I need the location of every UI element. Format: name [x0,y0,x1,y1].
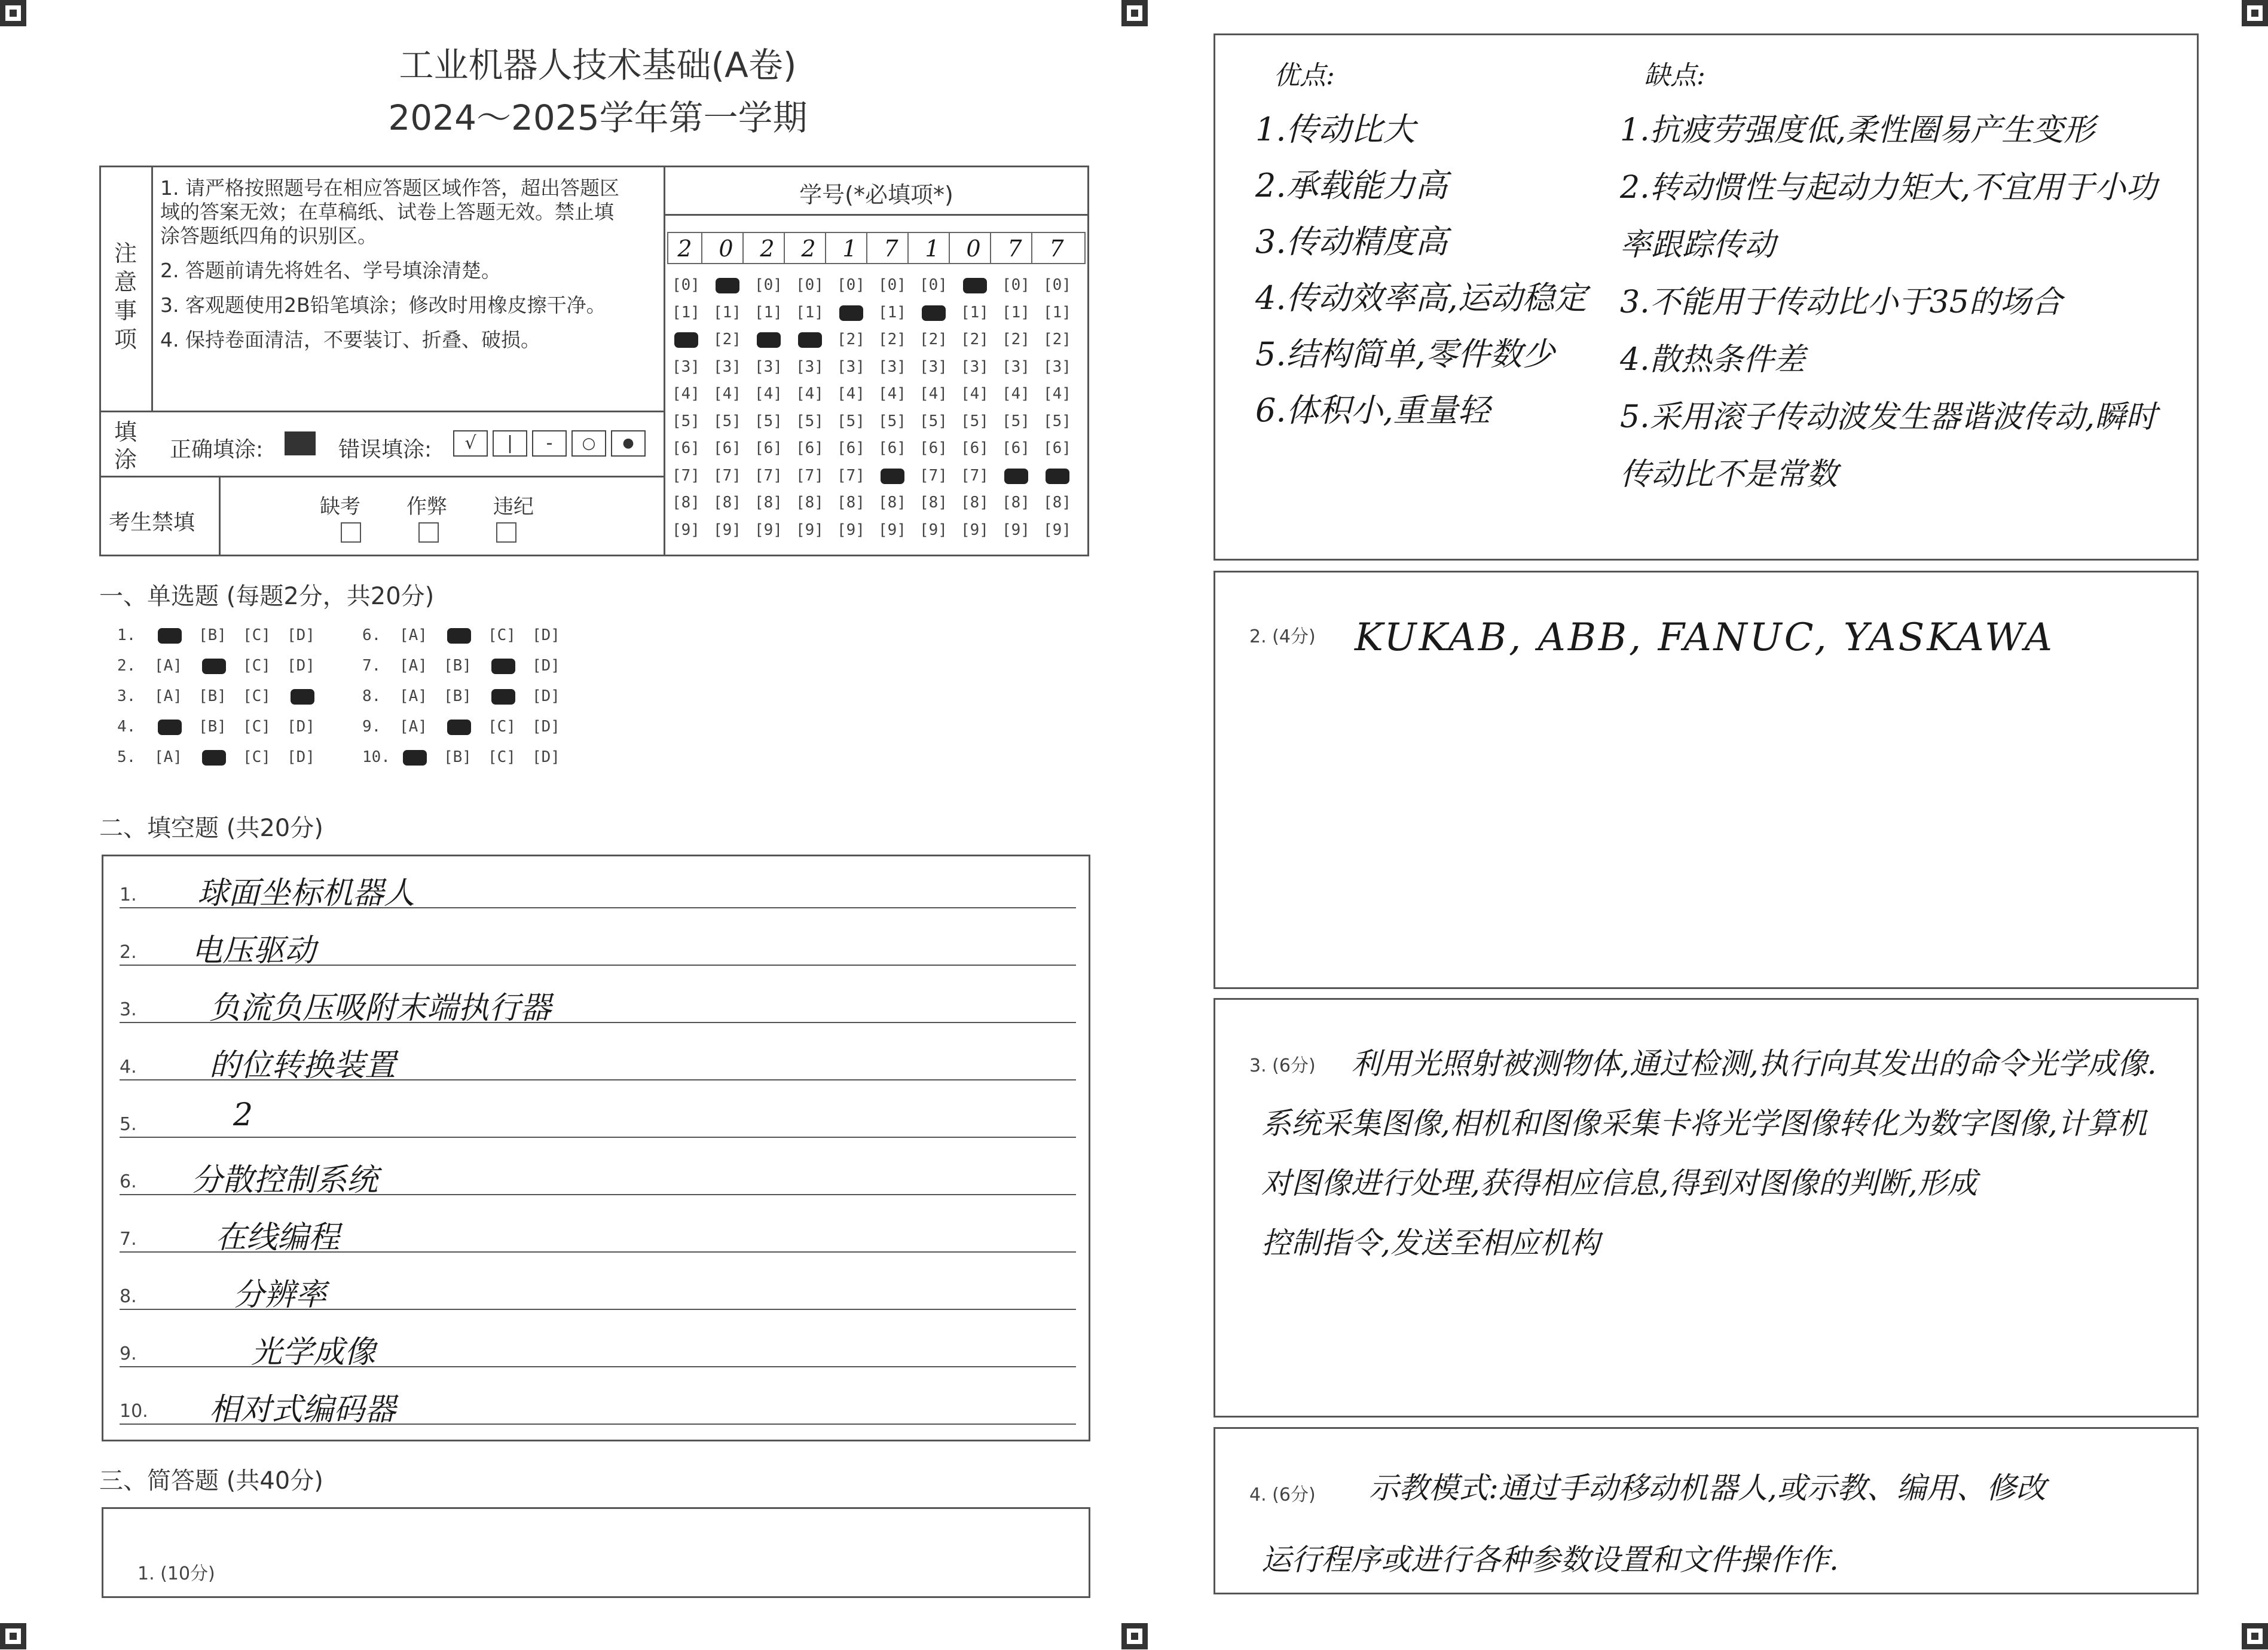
wrong-mark-check-icon: √ [453,430,488,457]
fill-blank-number: 7. [120,1229,137,1250]
id-bubble[interactable]: [2] [961,330,989,348]
fill-blank-answer[interactable]: 在线编程 [215,1220,340,1256]
advantage-item: 6.体积小,重量轻 [1255,391,1490,429]
mc-bubble-filled[interactable] [202,659,226,674]
mc-bubble-filled[interactable] [447,628,471,644]
id-bubble[interactable]: [5] [672,412,700,430]
q3-line: 对图像进行处理,获得相应信息,得到对图像的判断,形成 [1261,1166,1977,1201]
id-bubble[interactable]: [4] [1043,385,1071,403]
id-bubble[interactable]: [3] [796,357,824,376]
id-bubble[interactable]: [2] [837,330,865,348]
id-bubble[interactable]: [9] [1002,521,1030,539]
disadvantage-item: 4.散热条件差 [1620,342,1805,378]
wrong-mark-bar-icon: | [493,430,527,457]
fill-blank-number: 6. [120,1171,137,1192]
disadvantage-item: 5.采用滚子传动波发生器谐波传动,瞬时 [1620,399,2157,435]
fill-blank-answer[interactable]: 负流负压吸附末端执行器 [209,990,552,1026]
ban-violation-checkbox[interactable] [496,522,516,543]
id-bubble[interactable]: [0] [672,276,700,294]
notice-label: 注意事项 [114,240,137,353]
id-bubble[interactable]: [9] [713,521,741,539]
mc-bubble[interactable]: [A] [154,657,182,675]
fill-correct-label: 正确填涂: [170,437,264,462]
corner-mark-icon [1121,0,1148,26]
id-bubble[interactable]: [4] [754,385,783,403]
id-bubble[interactable]: [4] [672,385,700,403]
student-id-digit: 7 [875,233,909,264]
notice-item: 3. 客观题使用2B铅笔填涂；修改时用橡皮擦干净。 [160,293,606,317]
id-bubble[interactable]: [9] [961,521,989,539]
id-bubble[interactable]: [6] [754,439,783,457]
mc-bubble[interactable]: [B] [198,626,227,644]
id-bubble[interactable]: [4] [961,385,989,403]
id-bubble[interactable]: [5] [878,412,906,430]
mc-bubble[interactable]: [D] [532,657,560,675]
id-bubble[interactable]: [9] [796,521,824,539]
id-bubble[interactable]: [5] [713,412,741,430]
mc-bubble[interactable]: [B] [444,687,472,705]
mc-question-number: 1. [117,626,136,644]
student-id-digit: 0 [710,233,744,264]
advantage-item: 4.传动效率高,运动稳定 [1255,279,1587,317]
id-bubble[interactable]: [8] [754,494,783,512]
corner-mark-icon [0,1623,26,1649]
student-id-digit: 2 [751,233,785,264]
id-bubble[interactable]: [1] [1043,303,1071,322]
mc-question-number: 9. [362,718,381,736]
wrong-mark-dash-icon: - [532,430,567,457]
mc-bubble[interactable]: [D] [287,718,315,736]
notice-list [160,176,626,352]
fill-blank-answer[interactable]: 光学成像 [251,1334,376,1370]
q3-answer [1261,1034,2194,1273]
id-bubble-filled[interactable] [839,305,863,321]
mc-bubble[interactable]: [A] [399,687,427,705]
id-bubble[interactable]: [9] [837,521,865,539]
id-bubble-filled[interactable] [922,305,946,321]
id-bubble[interactable]: [9] [919,521,947,539]
exam-term: 2024～2025学年第一学期 [388,97,808,138]
fill-blank-answer[interactable]: 相对式编码器 [209,1392,396,1428]
id-bubble[interactable]: [7] [796,466,824,485]
id-bubble[interactable]: [1] [672,303,700,322]
notice-item: 1. 请严格按照题号在相应答题区域作答，超出答题区域的答案无效；在草稿纸、试卷上答题无效。禁止填涂答题纸四角的识别区。 [160,176,619,247]
advantage-item: 3.传动精度高 [1255,223,1448,261]
fill-blank-number: 2. [120,942,137,963]
id-bubble[interactable]: [6] [1002,439,1030,457]
mc-bubble[interactable]: [C] [488,718,516,736]
student-id-label: 学号(*必填项*) [799,182,953,208]
disadvantage-item: 1.抗疲劳强度低,柔性圈易产生变形 [1620,112,2095,148]
ban-option-cheat: 作弊 [406,495,447,519]
q1-label: 1. (10分) [137,1563,215,1584]
mc-question-number: 6. [362,626,381,644]
mc-bubble[interactable]: [B] [444,657,472,675]
id-bubble[interactable]: [6] [1043,439,1071,457]
id-bubble[interactable]: [0] [1043,276,1071,294]
id-bubble[interactable]: [3] [1002,357,1030,376]
id-bubble[interactable]: [5] [754,412,783,430]
id-bubble[interactable]: [8] [672,494,700,512]
ban-absent-checkbox[interactable] [341,522,361,543]
id-bubble[interactable]: [7] [672,466,700,485]
id-bubble[interactable]: [8] [713,494,741,512]
fill-wrong-label: 错误填涂: [338,437,432,462]
mc-bubble[interactable]: [A] [399,718,427,736]
mc-bubble[interactable]: [A] [399,657,427,675]
id-bubble-filled[interactable] [1004,469,1028,484]
id-bubble[interactable]: [6] [878,439,906,457]
q3-line: 系统采集图像,相机和图像采集卡将光学图像转化为数字图像,计算机 [1261,1106,2147,1141]
id-bubble[interactable]: [3] [1043,357,1071,376]
corner-mark-icon [0,0,26,26]
q4-line: 示教模式:通过手动移动机器人,或示教、编用、修改 [1369,1471,2046,1505]
id-bubble[interactable]: [6] [961,439,989,457]
mc-bubble[interactable]: [B] [444,748,472,766]
id-bubble[interactable]: [0] [837,276,865,294]
mc-bubble[interactable]: [D] [287,626,315,644]
mc-question-number: 5. [117,748,136,766]
q4-answer [1261,1452,2182,1596]
id-bubble[interactable]: [8] [837,494,865,512]
section2-title: 二、填空题 (共20分) [99,815,323,842]
id-bubble[interactable]: [6] [796,439,824,457]
advantage-item: 5.结构简单,零件数少 [1255,335,1555,373]
fill-blank-answer[interactable]: 电压驱动 [191,933,316,969]
mc-bubble[interactable]: [C] [488,748,516,766]
mc-bubble-filled[interactable] [202,750,226,766]
q1-answer-box [102,1507,1090,1598]
fill-blank-number: 10. [120,1401,148,1422]
fill-blank-number: 9. [120,1343,137,1364]
id-bubble[interactable]: [1] [754,303,783,322]
mc-question-number: 7. [362,657,381,675]
mc-bubble[interactable]: [D] [532,687,560,705]
id-bubble-filled[interactable] [881,469,904,484]
id-bubble[interactable]: [8] [1002,494,1030,512]
q1-advantages-list [1255,102,1587,439]
id-bubble[interactable]: [7] [919,466,947,485]
section1-title: 一、单选题 (每题2分，共20分) [99,583,435,610]
mc-bubble[interactable]: [C] [243,748,271,766]
id-bubble[interactable]: [9] [672,521,700,539]
id-bubble[interactable]: [4] [919,385,947,403]
q2-answer: KUKAB, ABB, FANUC, YASKAWA [1355,616,2055,660]
q1-advantages-title: 优点: [1273,60,1335,91]
mc-question-number: 8. [362,687,381,705]
id-bubble-filled[interactable] [798,332,822,348]
id-bubble[interactable]: [7] [837,466,865,485]
id-bubble[interactable]: [0] [919,276,947,294]
id-bubble[interactable]: [5] [1043,412,1071,430]
mc-bubble[interactable]: [C] [488,626,516,644]
id-bubble[interactable]: [4] [713,385,741,403]
id-bubble[interactable]: [7] [961,466,989,485]
q3-label: 3. (6分) [1249,1055,1316,1076]
id-bubble[interactable]: [2] [1043,330,1071,348]
id-bubble[interactable]: [6] [837,439,865,457]
section3-title: 三、简答题 (共40分) [99,1467,323,1495]
q3-line: 控制指令,发送至相应机构 [1261,1226,1600,1260]
exam-title: 工业机器人技术基础(A卷) [399,45,797,85]
mc-bubble[interactable]: [D] [287,657,315,675]
fill-blank-answer[interactable]: 分散控制系统 [191,1162,378,1198]
mc-bubble[interactable]: [A] [399,626,427,644]
wrong-mark-dot-icon: ● [611,430,646,457]
corner-mark-icon [2242,1623,2268,1649]
candidate-ban-label: 考生禁填 [109,510,195,535]
mc-bubble-filled[interactable] [158,720,182,735]
id-bubble[interactable]: [5] [796,412,824,430]
ban-option-absent: 缺考 [320,495,360,519]
id-bubble[interactable]: [7] [754,466,783,485]
id-bubble-filled[interactable] [674,332,698,348]
corner-mark-icon [1121,1623,1148,1649]
mc-question-number: 3. [117,687,136,705]
id-bubble[interactable]: [1] [961,303,989,322]
disadvantage-item: 2.转动惯性与起动力矩大,不宜用于小功 [1620,170,2157,206]
mc-bubble[interactable]: [A] [154,687,182,705]
mc-bubble[interactable]: [C] [243,718,271,736]
q3-line: 利用光照射被测物体,通过检测,执行向其发出的命令光学成像. [1351,1046,2157,1081]
id-bubble[interactable]: [1] [1002,303,1030,322]
fill-correct-sample [285,431,316,455]
corner-mark-icon [2242,0,2268,26]
id-bubble[interactable]: [1] [796,303,824,322]
id-bubble[interactable]: [2] [713,330,741,348]
id-bubble[interactable]: [3] [837,357,865,376]
q4-line: 运行程序或进行各种参数设置和文件操作作. [1261,1542,1839,1577]
q1-disadvantages-title: 缺点: [1644,60,1705,91]
id-bubble[interactable]: [7] [713,466,741,485]
id-bubble-filled[interactable] [963,278,987,293]
id-bubble[interactable]: [2] [919,330,947,348]
fill-blank-number: 5. [120,1114,137,1135]
id-bubble[interactable]: [3] [961,357,989,376]
id-bubble[interactable]: [9] [1043,521,1071,539]
id-bubble[interactable]: [0] [796,276,824,294]
fill-blank-number: 4. [120,1057,137,1077]
id-bubble[interactable]: [4] [878,385,906,403]
id-bubble[interactable]: [8] [1043,494,1071,512]
disadvantage-item: 3.不能用于传动比小于35的场合 [1620,284,2062,320]
mc-bubble[interactable]: [C] [243,657,271,675]
mc-bubble[interactable]: [C] [243,687,271,705]
id-bubble[interactable]: [2] [878,330,906,348]
id-bubble[interactable]: [5] [961,412,989,430]
id-bubble[interactable]: [4] [837,385,865,403]
fill-blank-answer[interactable]: 2 [233,1097,253,1133]
mc-bubble-filled[interactable] [491,659,515,674]
id-bubble[interactable]: [3] [754,357,783,376]
id-bubble[interactable]: [8] [961,494,989,512]
fill-blank-line [120,1137,1076,1138]
id-bubble[interactable]: [6] [919,439,947,457]
mc-bubble-filled[interactable] [447,720,471,735]
disadvantage-item: 传动比不是常数 [1620,457,1838,492]
id-bubble[interactable]: [9] [754,521,783,539]
id-bubble[interactable]: [3] [919,357,947,376]
wrong-mark-circle-icon: ○ [571,430,606,457]
id-bubble[interactable]: [5] [919,412,947,430]
id-bubble[interactable]: [1] [713,303,741,322]
id-bubble-filled[interactable] [1046,469,1069,484]
id-bubble[interactable]: [4] [796,385,824,403]
q4-label: 4. (6分) [1249,1484,1316,1505]
id-bubble[interactable]: [9] [878,521,906,539]
id-bubble[interactable]: [0] [1002,276,1030,294]
disadvantage-item: 率跟踪传动 [1620,227,1776,263]
id-bubble[interactable]: [5] [837,412,865,430]
fill-blank-number: 3. [120,999,137,1020]
id-bubble[interactable]: [0] [878,276,906,294]
mc-bubble[interactable]: [D] [532,626,560,644]
id-bubble[interactable]: [4] [1002,385,1030,403]
ban-option-violation: 违纪 [493,495,534,519]
ban-cheat-checkbox[interactable] [418,522,439,543]
id-bubble[interactable]: [6] [672,439,700,457]
student-id-digit: 1 [916,233,950,264]
id-bubble[interactable]: [0] [754,276,783,294]
student-id-digit: 2 [792,233,826,264]
mc-bubble[interactable]: [B] [198,718,227,736]
notice-item: 4. 保持卷面清洁，不要装订、折叠、破损。 [160,328,540,351]
mc-question-number: 10. [362,748,390,766]
student-id-digit: 2 [668,233,702,264]
mc-bubble[interactable]: [A] [154,748,182,766]
fill-blank-number: 8. [120,1286,137,1307]
fill-blank-number: 1. [120,884,137,905]
mc-bubble-filled[interactable] [158,628,182,644]
mc-bubble-filled[interactable] [491,689,515,705]
mc-bubble-filled[interactable] [403,750,427,766]
id-bubble[interactable]: [2] [1002,330,1030,348]
mc-bubble[interactable]: [C] [243,626,271,644]
advantage-item: 2.承载能力高 [1255,167,1448,204]
q2-label: 2. (4分) [1249,626,1316,647]
fill-blank-answer[interactable]: 的位转换装置 [209,1048,396,1083]
id-bubble[interactable]: [3] [713,357,741,376]
mc-bubble[interactable]: [B] [198,687,227,705]
mc-question-number: 4. [117,718,136,736]
student-id-digit: 1 [833,233,867,264]
advantage-item: 1.传动比大 [1255,111,1416,148]
mc-bubble-filled[interactable] [291,689,314,705]
fill-blank-answer[interactable]: 分辨率 [233,1277,327,1313]
mc-bubble[interactable]: [D] [532,748,560,766]
id-bubble[interactable]: [5] [1002,412,1030,430]
notice-item: 2. 答题前请先将姓名、学号填涂清楚。 [160,259,501,282]
mc-bubble[interactable]: [D] [532,718,560,736]
mc-question-number: 2. [117,657,136,675]
id-bubble[interactable]: [8] [919,494,947,512]
id-bubble[interactable]: [8] [878,494,906,512]
id-bubble[interactable]: [1] [878,303,906,322]
student-id-digit: 0 [957,233,991,264]
fill-blank-answer[interactable]: 球面坐标机器人 [197,875,415,911]
student-id-digit: 7 [1049,235,1064,262]
id-bubble[interactable]: [8] [796,494,824,512]
id-bubble[interactable]: [3] [672,357,700,376]
q1-disadvantages-list [1620,102,2188,503]
id-bubble-filled[interactable] [757,332,781,348]
id-bubble[interactable]: [6] [713,439,741,457]
fill-guide-label: 填涂 [114,419,137,473]
student-id-digit: 7 [998,233,1032,264]
id-bubble-filled[interactable] [716,278,739,293]
id-bubble[interactable]: [3] [878,357,906,376]
mc-bubble[interactable]: [D] [287,748,315,766]
